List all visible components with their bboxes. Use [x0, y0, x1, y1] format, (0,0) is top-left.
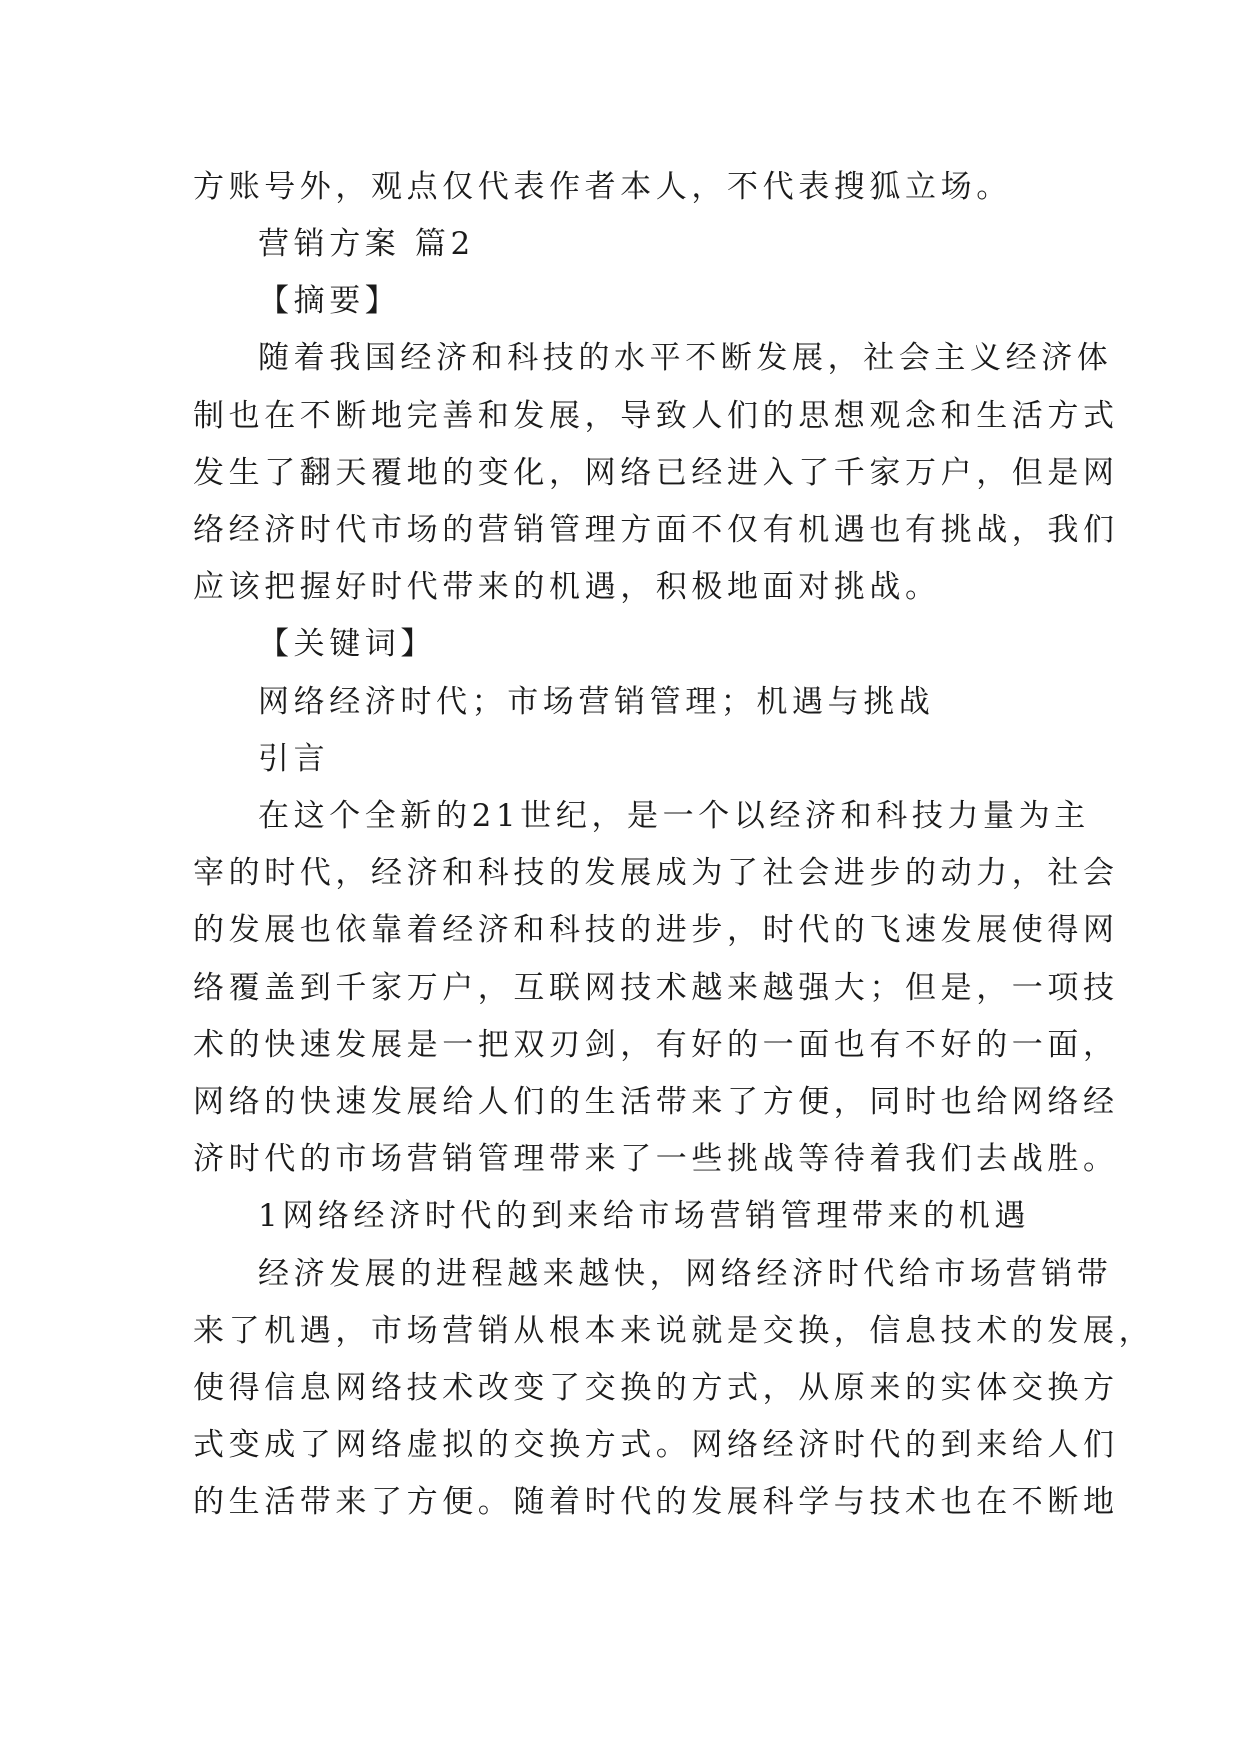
subsection-heading: 1网络经济时代的到来给市场营销管理带来的机遇 — [258, 1198, 1030, 1234]
text-line: 应该把握好时代带来的机遇，积极地面对挑战。 — [193, 569, 941, 605]
text-line: 济时代的市场营销管理带来了一些挑战等待着我们去战胜。 — [193, 1141, 1119, 1177]
text-line: 络经济时代市场的营销管理方面不仅有机遇也有挑战，我们 — [193, 512, 1119, 548]
abstract-heading: 【摘要】 — [258, 283, 401, 319]
text-line: 在这个全新的21世纪，是一个以经济和科技力量为主 — [258, 798, 1090, 834]
text-line: 的生活带来了方便。随着时代的发展科学与技术也在不断地 — [193, 1484, 1119, 1520]
text-line: 的发展也依靠着经济和科技的进步，时代的飞速发展使得网 — [193, 912, 1119, 948]
text-line: 来了机遇，市场营销从根本来说就是交换，信息技术的发展， — [193, 1313, 1155, 1349]
text-line: 制也在不断地完善和发展，导致人们的思想观念和生活方式 — [193, 398, 1119, 434]
text-line: 网络的快速发展给人们的生活带来了方便，同时也给网络经 — [193, 1084, 1119, 1120]
keywords-text: 网络经济时代；市场营销管理；机遇与挑战 — [258, 684, 935, 720]
text-line: 随着我国经济和科技的水平不断发展，社会主义经济体 — [258, 340, 1113, 376]
intro-heading: 引言 — [258, 741, 330, 777]
section-heading: 营销方案 篇2 — [258, 226, 475, 262]
text-line: 络覆盖到千家万户，互联网技术越来越强大；但是，一项技 — [193, 970, 1119, 1006]
text-line: 方账号外，观点仅代表作者本人，不代表搜狐立场。 — [193, 169, 1012, 205]
text-line: 发生了翻天覆地的变化，网络已经进入了千家万户，但是网 — [193, 455, 1119, 491]
text-line: 使得信息网络技术改变了交换的方式，从原来的实体交换方 — [193, 1370, 1119, 1406]
text-line: 术的快速发展是一把双刃剑，有好的一面也有不好的一面， — [193, 1027, 1119, 1063]
keywords-heading: 【关键词】 — [258, 626, 436, 662]
text-line: 经济发展的进程越来越快，网络经济时代给市场营销带 — [258, 1256, 1113, 1292]
text-line: 式变成了网络虚拟的交换方式。网络经济时代的到来给人们 — [193, 1427, 1119, 1463]
text-line: 宰的时代，经济和科技的发展成为了社会进步的动力，社会 — [193, 855, 1119, 891]
